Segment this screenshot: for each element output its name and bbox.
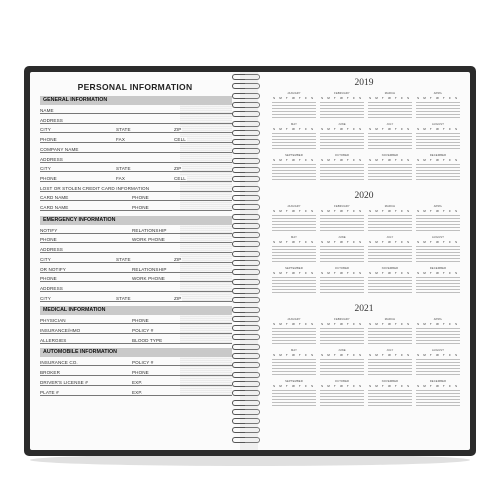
day-grid — [368, 326, 412, 344]
spiral-ring — [232, 241, 260, 247]
mini-month-calendar — [320, 380, 364, 406]
form-field-label: PHONE — [132, 318, 149, 324]
mini-month-calendar — [272, 123, 316, 149]
mini-month-calendar — [272, 236, 316, 262]
form-line — [40, 171, 232, 172]
month-name: JULY — [386, 349, 394, 352]
form-field-label: POLICY # — [132, 360, 154, 366]
form-field-label: ZIP — [174, 127, 182, 133]
weekday-header: S M T W T F S — [417, 271, 459, 275]
day-grid — [272, 162, 316, 180]
mini-month-calendar — [368, 236, 412, 262]
spiral-ring — [232, 251, 260, 257]
form-field-label: PHONE — [40, 276, 57, 282]
weekday-header: S M T W T F S — [321, 127, 363, 131]
form-row[interactable] — [40, 184, 232, 192]
form-row[interactable] — [40, 145, 232, 153]
weekday-header: S M T W T F S — [369, 353, 411, 357]
form-line — [40, 281, 232, 282]
form-line — [40, 142, 232, 143]
spiral-ring — [232, 316, 260, 322]
weekday-header: S M T W T F S — [273, 127, 315, 131]
month-name: FEBRUARY — [334, 205, 350, 208]
mini-month-calendar — [320, 154, 364, 180]
weekday-header: S M T W T F S — [321, 158, 363, 162]
mini-month-calendar — [368, 380, 412, 406]
spiral-ring — [232, 111, 260, 117]
day-grid — [416, 388, 460, 406]
month-name: FEBRUARY — [334, 92, 350, 95]
month-name: MARCH — [384, 92, 396, 95]
form-row[interactable] — [40, 203, 232, 211]
section-header: EMERGENCY INFORMATION — [40, 216, 232, 225]
day-grid — [272, 326, 316, 344]
day-grid — [320, 357, 364, 375]
form-field-label: COMPANY NAME — [40, 146, 79, 152]
day-grid — [368, 275, 412, 293]
form-row[interactable] — [40, 388, 232, 396]
weekday-header: S M T W T F S — [273, 96, 315, 100]
form-field-label: CELL — [174, 137, 186, 143]
weekday-header: S M T W T F S — [273, 353, 315, 357]
mini-month-calendar — [416, 123, 460, 149]
mini-month-calendar — [416, 154, 460, 180]
form-row[interactable] — [40, 274, 232, 282]
form-field-label: STATE — [116, 295, 131, 301]
month-name: OCTOBER — [334, 267, 350, 270]
spiral-ring — [232, 409, 260, 415]
day-grid — [320, 326, 364, 344]
weekday-header: S M T W T F S — [321, 384, 363, 388]
weekday-header: S M T W T F S — [273, 271, 315, 275]
mini-month-calendar — [416, 92, 460, 118]
form-line — [40, 181, 232, 182]
mini-month-calendar — [320, 205, 364, 231]
day-grid — [416, 275, 460, 293]
month-name: APRIL — [433, 318, 443, 321]
form-row[interactable] — [40, 378, 232, 386]
month-name: JUNE — [338, 123, 346, 126]
spiral-ring — [232, 427, 260, 433]
form-row[interactable] — [40, 235, 232, 243]
form-field-label: CITY — [40, 295, 51, 301]
spiral-ring — [232, 167, 260, 173]
weekday-header: S M T W T F S — [273, 240, 315, 244]
year-heading: 2019 — [354, 78, 374, 88]
form-row[interactable] — [40, 193, 232, 201]
weekday-header: S M T W T F S — [369, 209, 411, 213]
day-grid — [272, 131, 316, 149]
day-grid — [272, 275, 316, 293]
form-field-label: WORK PHONE — [132, 237, 165, 243]
form-field-label: CITY — [40, 256, 51, 262]
form-row[interactable] — [40, 164, 232, 172]
form-field-label: STATE — [116, 256, 131, 262]
mini-month-calendar — [368, 318, 412, 344]
form-field-label: PHONE — [132, 195, 149, 201]
spiral-ring — [232, 418, 260, 424]
spiral-ring — [232, 260, 260, 266]
form-row[interactable] — [40, 368, 232, 376]
month-name: JANUARY — [287, 205, 301, 208]
spiral-ring — [232, 334, 260, 340]
weekday-header: S M T W T F S — [321, 271, 363, 275]
form-field-label: ADDRESS — [40, 156, 63, 162]
weekday-header: S M T W T F S — [417, 158, 459, 162]
mini-month-calendar — [416, 380, 460, 406]
form-field-label: EXP. — [132, 379, 143, 385]
spiral-ring — [232, 279, 260, 285]
month-name: NOVEMBER — [381, 267, 399, 270]
form-row[interactable] — [40, 245, 232, 253]
form-field-label: POLICY # — [132, 328, 154, 333]
mini-month-calendar — [368, 349, 412, 375]
form-field-label: OR NOTIFY — [40, 266, 66, 272]
section-header: GENERAL INFORMATION — [40, 96, 232, 105]
form-row[interactable] — [40, 106, 232, 114]
form-row[interactable] — [40, 284, 232, 292]
month-name: AUGUST — [431, 349, 444, 352]
weekday-header: S M T W T F S — [273, 322, 315, 326]
spiral-ring — [232, 400, 260, 406]
weekday-header: S M T W T F S — [321, 96, 363, 100]
day-grid — [368, 388, 412, 406]
weekday-header: S M T W T F S — [417, 384, 459, 388]
form-line — [40, 123, 232, 124]
day-grid — [368, 244, 412, 262]
mini-month-calendar — [272, 205, 316, 231]
form-line — [40, 395, 232, 396]
mini-month-calendar — [272, 318, 316, 344]
day-grid — [272, 244, 316, 262]
form-row[interactable] — [40, 135, 232, 143]
mini-month-calendar — [368, 92, 412, 118]
form-line — [40, 291, 232, 292]
day-grid — [368, 357, 412, 375]
weekday-header: S M T W T F S — [417, 353, 459, 357]
mini-month-calendar — [272, 154, 316, 180]
spiral-ring — [232, 390, 260, 396]
spiral-ring — [232, 102, 260, 108]
mini-month-calendar — [320, 267, 364, 293]
weekday-header: S M T W T F S — [417, 96, 459, 100]
day-grid — [320, 100, 364, 118]
month-name: SEPTEMBER — [285, 154, 303, 157]
month-name: APRIL — [433, 92, 443, 95]
day-grid — [320, 244, 364, 262]
day-grid — [416, 244, 460, 262]
day-grid — [368, 100, 412, 118]
form-field-label: NAME — [40, 108, 54, 113]
spiral-ring — [232, 372, 260, 378]
form-field-label: FAX — [116, 175, 125, 181]
weekday-header: S M T W T F S — [417, 322, 459, 326]
form-field-label: ADDRESS — [40, 117, 63, 123]
form-row[interactable] — [40, 265, 232, 273]
form-line — [40, 132, 232, 133]
month-name: DECEMBER — [429, 154, 447, 157]
day-grid — [320, 275, 364, 293]
day-grid — [272, 213, 316, 231]
day-grid — [320, 388, 364, 406]
day-grid — [416, 326, 460, 344]
month-name: SEPTEMBER — [285, 267, 303, 270]
form-row[interactable] — [40, 155, 232, 163]
mini-month-calendar — [368, 205, 412, 231]
day-grid — [416, 131, 460, 149]
mini-month-calendar — [416, 267, 460, 293]
mini-month-calendar — [272, 92, 316, 118]
form-field-label: ZIP — [174, 256, 182, 262]
month-name: OCTOBER — [334, 154, 350, 157]
month-name: JUNE — [338, 349, 346, 352]
weekday-header: S M T W T F S — [369, 96, 411, 100]
form-field-label: RELATIONSHIP — [132, 227, 167, 233]
form-row[interactable] — [40, 358, 232, 366]
spiral-ring — [232, 269, 260, 275]
day-grid — [416, 213, 460, 231]
form-field-label: ZIP — [174, 295, 182, 301]
month-name: MAY — [290, 123, 298, 126]
mini-month-calendar — [320, 318, 364, 344]
weekday-header: S M T W T F S — [369, 384, 411, 388]
form-row[interactable] — [40, 326, 232, 334]
spiral-ring — [232, 353, 260, 359]
day-grid — [320, 162, 364, 180]
spiral-ring — [232, 344, 260, 350]
spiral-ring — [232, 297, 260, 303]
mini-month-calendar — [416, 236, 460, 262]
form-line — [40, 162, 232, 163]
weekday-header: S M T W T F S — [273, 384, 315, 388]
mini-month-calendar — [272, 267, 316, 293]
month-name: MARCH — [384, 318, 396, 321]
spiral-ring — [232, 121, 260, 127]
form-line — [40, 242, 232, 243]
month-name: FEBRUARY — [334, 318, 350, 321]
form-line — [40, 333, 232, 334]
day-grid — [320, 213, 364, 231]
spiral-ring — [232, 83, 260, 89]
spiral-ring — [232, 186, 260, 192]
form-line — [40, 191, 232, 192]
weekday-header: S M T W T F S — [273, 209, 315, 213]
form-field-label: STATE — [116, 166, 131, 172]
day-grid — [272, 357, 316, 375]
spiral-ring — [232, 381, 260, 387]
form-field-label: PHONE — [40, 175, 57, 181]
form-field-label: CELL — [174, 175, 186, 181]
form-line — [40, 375, 232, 376]
form-field-label: FAX — [116, 137, 125, 143]
form-field-label: STATE — [116, 127, 131, 133]
spiral-ring — [232, 307, 260, 313]
form-field-label: CARD NAME — [40, 195, 69, 201]
month-name: AUGUST — [431, 123, 444, 126]
form-line — [40, 343, 232, 344]
day-grid — [416, 100, 460, 118]
form-row[interactable] — [40, 294, 232, 302]
form-field-label: BLOOD TYPE — [132, 337, 163, 343]
month-name: JUNE — [338, 236, 346, 239]
weekday-header: S M T W T F S — [369, 127, 411, 131]
form-row[interactable] — [40, 316, 232, 324]
form-field-label: PHONE — [132, 205, 149, 210]
spiral-ring — [232, 288, 260, 294]
mini-month-calendar — [272, 349, 316, 375]
mini-month-calendar — [416, 205, 460, 231]
spiral-ring — [232, 148, 260, 154]
month-name: JANUARY — [287, 92, 301, 95]
spiral-ring — [232, 195, 260, 201]
weekday-header: S M T W T F S — [369, 158, 411, 162]
form-field-label: PHONE — [40, 137, 57, 143]
form-row[interactable] — [40, 255, 232, 263]
section-header: MEDICAL INFORMATION — [40, 306, 232, 315]
spiral-ring — [232, 437, 260, 443]
weekday-header: S M T W T F S — [321, 322, 363, 326]
year-heading: 2020 — [354, 191, 374, 201]
section-header: AUTOMOBILE INFORMATION — [40, 348, 232, 357]
month-name: OCTOBER — [334, 380, 350, 383]
form-line — [40, 233, 232, 234]
month-name: NOVEMBER — [381, 380, 399, 383]
month-name: MAY — [290, 236, 298, 239]
form-line — [40, 152, 232, 153]
form-field-label: RELATIONSHIP — [132, 266, 167, 272]
weekday-header: S M T W T F S — [273, 158, 315, 162]
spiral-ring — [232, 223, 260, 229]
spiral-ring — [232, 176, 260, 182]
form-field-label: NOTIFY — [40, 227, 58, 233]
form-line — [40, 365, 232, 366]
weekday-header: S M T W T F S — [417, 127, 459, 131]
spiral-ring — [232, 325, 260, 331]
mini-month-calendar — [320, 349, 364, 375]
month-name: AUGUST — [431, 236, 444, 239]
weekday-header: S M T W T F S — [417, 240, 459, 244]
form-row[interactable] — [40, 226, 232, 234]
form-field-label: BROKER — [40, 370, 61, 376]
weekday-header: S M T W T F S — [369, 271, 411, 275]
form-field-label: INSURANCE CO. — [40, 360, 78, 366]
form-field-label: LOST OR STOLEN CREDIT CARD INFORMATION — [40, 185, 150, 191]
month-name: MAY — [290, 349, 298, 352]
form-line — [40, 113, 232, 114]
day-grid — [368, 131, 412, 149]
mini-month-calendar — [320, 92, 364, 118]
day-grid — [416, 162, 460, 180]
form-field-label: ALLERGIES — [40, 337, 67, 343]
spiral-ring — [232, 93, 260, 99]
month-name: MARCH — [384, 205, 396, 208]
weekday-header: S M T W T F S — [369, 240, 411, 244]
form-row[interactable] — [40, 116, 232, 124]
day-grid — [416, 357, 460, 375]
month-name: JULY — [386, 123, 394, 126]
form-line — [40, 200, 232, 201]
spiral-ring — [232, 232, 260, 238]
month-name: JANUARY — [287, 318, 301, 321]
weekday-header: S M T W T F S — [321, 240, 363, 244]
spiral-ring — [232, 130, 260, 136]
spiral-ring — [232, 139, 260, 145]
form-line — [40, 262, 232, 263]
mini-month-calendar — [416, 318, 460, 344]
spiral-ring — [232, 204, 260, 210]
month-name: NOVEMBER — [381, 154, 399, 157]
spiral-ring — [232, 214, 260, 220]
form-field-label: ADDRESS — [40, 247, 63, 253]
mini-month-calendar — [320, 123, 364, 149]
day-grid — [368, 162, 412, 180]
form-field-label: CITY — [40, 127, 51, 133]
form-field-label: PHYSICIAN — [40, 318, 66, 324]
form-field-label: CITY — [40, 166, 51, 172]
month-name: APRIL — [433, 205, 443, 208]
form-row[interactable] — [40, 174, 232, 182]
form-field-label: PHONE — [40, 237, 57, 243]
weekday-header: S M T W T F S — [321, 209, 363, 213]
form-field-label: INSURANCE/HMO — [40, 328, 81, 333]
mini-month-calendar — [368, 267, 412, 293]
form-row[interactable] — [40, 336, 232, 344]
weekday-header: S M T W T F S — [369, 322, 411, 326]
form-field-label: ZIP — [174, 166, 182, 172]
page-title: PERSONAL INFORMATION — [77, 82, 193, 92]
form-line — [40, 385, 232, 386]
mini-month-calendar — [272, 380, 316, 406]
spiral-ring — [232, 158, 260, 164]
spiral-ring — [232, 362, 260, 368]
spiral-binding — [232, 74, 262, 448]
form-field-label: PLATE # — [40, 389, 59, 395]
form-field-label: DRIVER'S LICENSE # — [40, 379, 88, 385]
day-grid — [272, 388, 316, 406]
form-row[interactable] — [40, 125, 232, 133]
form-line — [40, 252, 232, 253]
spiral-ring — [232, 74, 260, 80]
form-field-label: ADDRESS — [40, 285, 63, 291]
form-line — [40, 272, 232, 273]
month-name: DECEMBER — [429, 267, 447, 270]
mini-month-calendar — [368, 154, 412, 180]
weekday-header: S M T W T F S — [417, 209, 459, 213]
month-name: DECEMBER — [429, 380, 447, 383]
personal-information-page — [30, 72, 240, 450]
day-grid — [320, 131, 364, 149]
form-field-label: WORK PHONE — [132, 276, 165, 282]
form-line — [40, 301, 232, 302]
form-line — [40, 210, 232, 211]
form-field-label: PHONE — [132, 370, 149, 376]
form-field-label: CARD NAME — [40, 205, 69, 210]
month-name: JULY — [386, 236, 394, 239]
mini-month-calendar — [320, 236, 364, 262]
day-grid — [272, 100, 316, 118]
month-name: SEPTEMBER — [285, 380, 303, 383]
form-line — [40, 323, 232, 324]
weekday-header: S M T W T F S — [321, 353, 363, 357]
day-grid — [368, 213, 412, 231]
year-heading: 2021 — [354, 304, 374, 314]
mini-month-calendar — [416, 349, 460, 375]
form-field-label: EXP. — [132, 389, 143, 395]
mini-month-calendar — [368, 123, 412, 149]
